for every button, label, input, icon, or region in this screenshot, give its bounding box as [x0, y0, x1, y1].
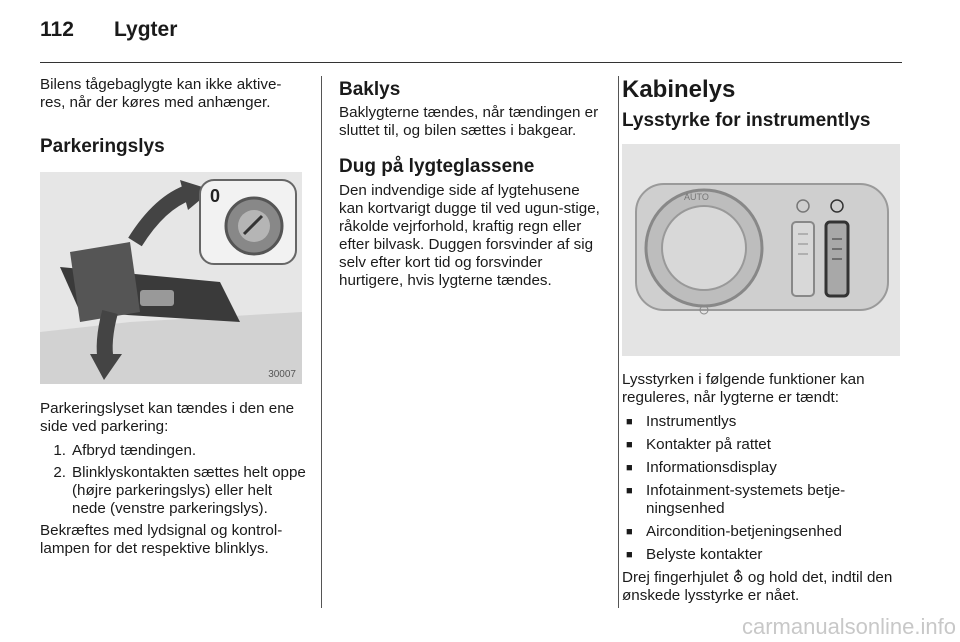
- parking-paragraph: Parkeringslyset kan tændes i den ene side ved parkering:: [40, 400, 295, 435]
- turn-signal-lever-figure: [40, 172, 302, 384]
- ignition-position-label: 0: [210, 186, 221, 206]
- section-title: Lygter: [114, 18, 178, 41]
- cabin-light-heading: Kabinelys: [622, 76, 736, 103]
- list-item: 2. Blinklyskontakten sættes helt oppe (højre parkeringslys) eller helt nede (venstre parkeringslys).: [53, 464, 306, 517]
- steps-list: [40, 442, 306, 518]
- header-rule: [40, 62, 902, 63]
- intro-paragraph: Bilens tågebaglygte kan ikke aktive-res, når der køres med anhænger.: [40, 76, 282, 111]
- column-left: [40, 76, 306, 558]
- lever-illustration: [40, 172, 302, 384]
- page-header: [40, 18, 177, 48]
- parking-light-heading: Parkeringslys: [40, 136, 165, 157]
- confirm-paragraph: Bekræftes med lydsignal og kontrol-lampen for det respektive blinklys.: [40, 522, 283, 557]
- list-item: ■ Kontakter på rattet: [626, 436, 771, 453]
- column-divider-2: [618, 76, 619, 608]
- list-item: 1. Afbryd tændingen.: [53, 442, 197, 459]
- list-item: ■ Informationsdisplay: [626, 459, 777, 476]
- list-item: ■ Instrumentlys: [626, 413, 737, 430]
- dimmer-wheel-left: [792, 222, 814, 296]
- list-item: ■ Aircondition-betjeningsenhed: [626, 523, 842, 540]
- reverse-light-paragraph: Baklygterne tændes, når tændingen er sluttet til, og bilen sættes i bakgear.: [339, 104, 599, 139]
- reverse-light-heading: Baklys: [339, 79, 401, 100]
- column-divider-1: [321, 76, 322, 608]
- light-switch-figure: [622, 144, 900, 356]
- fog-paragraph: Den indvendige side af lygtehusene kan kortvarigt dugge til ved ugun-stige, råkolde vejrforhold, kraftig regn eller efter bilvask. Duggen forsvinder af sig selv efter kort tid og forsvinder hurtigere, hvis lygterne tændes.: [339, 182, 600, 289]
- fog-heading: Dug på lygteglassene: [339, 156, 535, 177]
- figure-number: 30007: [268, 369, 296, 380]
- page-number: 112: [40, 18, 74, 41]
- light-switch-illustration: [622, 144, 900, 356]
- watermark: carmanualsonline.info: [741, 614, 956, 639]
- column-middle: [339, 76, 607, 290]
- brightness-paragraph: Lysstyrken i følgende funktioner kan reguleres, når lygterne er tændt:: [622, 371, 865, 406]
- svg-text:AUTO: AUTO: [684, 192, 709, 202]
- brightness-subheading: Lysstyrke for instrumentlys: [622, 110, 871, 131]
- column-right: [622, 76, 904, 605]
- brightness-list: [622, 413, 904, 564]
- list-item: ■ Belyste kontakter: [626, 546, 763, 563]
- closing-paragraph: Drej fingerhjulet ⛢ og hold det, indtil den ønskede lysstyrke er nået.: [622, 569, 893, 604]
- list-item: ■ Infotainment-systemets betje-ningsenhed: [626, 482, 846, 517]
